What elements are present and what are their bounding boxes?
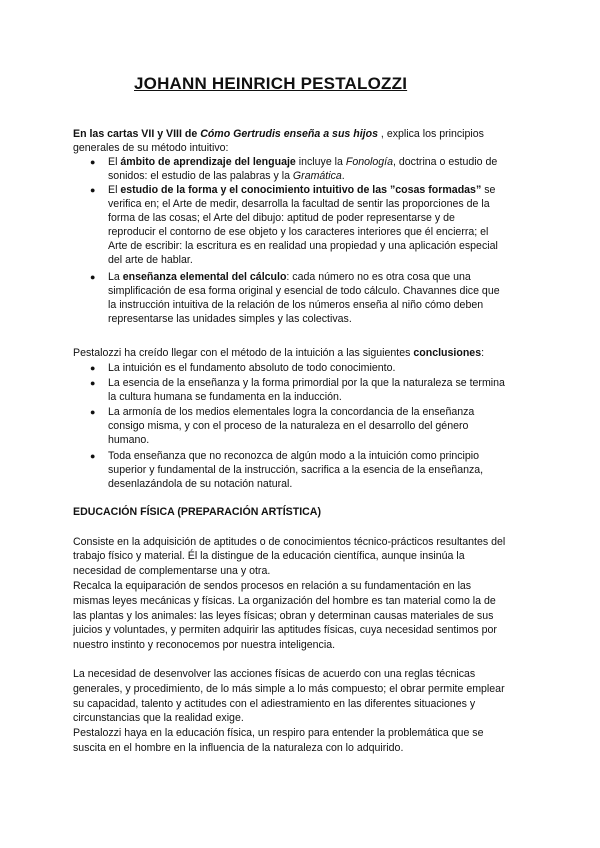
paragraph-line: Pestalozzi haya en la educación física, un respiro para entender la problemática que se [73, 727, 484, 739]
bullet-icon: ● [90, 451, 96, 461]
paragraph-line: trabajo físico y material. Él la distingue de la educación científica, aunque insinúa la [73, 550, 465, 562]
paragraph-line: La necesidad de desenvolver las acciones físicas de acuerdo con una reglas técnicas [73, 668, 476, 680]
paragraph-line: juicios y voluntades, y permiten adquirir las aptitudes físicas, cuya necesidad sentimos por [73, 624, 497, 636]
item-2-line: Arte de escribir: la escritura es en realidad una propiedad y una aplicación especial [108, 240, 498, 252]
item-2-line: verifica en; el Arte de medir, desarrolla la facultad de sentir las proporciones de la [108, 198, 490, 210]
book-title: Cómo Gertrudis enseña a sus hijos [200, 128, 378, 140]
bullet-icon: ● [90, 157, 96, 167]
item-2-line-1: El estudio de la forma y el conocimiento intuitivo de las ”cosas formadas” se [108, 184, 496, 196]
bullet-icon: ● [90, 378, 96, 388]
intro-bold: En las cartas VII y VIII de [73, 128, 201, 140]
paragraph-line: nuestro instinto y reconocemos por nuestra inteligencia. [73, 639, 336, 651]
conclusion-3-line: humano. [108, 434, 150, 446]
paragraph-line: generales, y procedimiento, de lo más simple a lo más compuesto; el obrar permite emplear [73, 683, 505, 695]
item-2-line: del arte de hablar. [108, 254, 193, 266]
conclusions-intro: Pestalozzi ha creído llegar con el método de la intuición a las siguientes conclusiones: [73, 347, 485, 359]
bullet-icon: ● [90, 185, 96, 195]
paragraph-line: Consiste en la adquisición de aptitudes o de conocimientos técnico-prácticos resultantes del [73, 536, 506, 548]
intro-line-1 [73, 127, 484, 141]
bullet-icon: ● [90, 407, 96, 417]
conclusion-2-line: la cultura humana se fundamenta en la inducción. [108, 391, 342, 403]
conclusion-2-line: La esencia de la enseñanza y la forma primordial por la que la naturaleza se termina [108, 377, 505, 389]
item-1-line-2: sonidos: el estudio de las palabras y la Gramática. [108, 170, 345, 182]
item-3-line: la instrucción intuitiva de la relación de los números enseña al niño cómo deben [108, 299, 484, 311]
section-heading: EDUCACIÓN FÍSICA (PREPARACIÓN ARTÍSTICA) [73, 506, 321, 518]
item-2-line: forma de las cosas; el Arte del dibujo: aptitud de poder representarse y de [108, 212, 455, 224]
conclusion-3-line: La armonía de los medios elementales logra la concordancia de la enseñanza [108, 406, 475, 418]
paragraph-line: necesidad de complementarse una y otra. [73, 565, 271, 577]
paragraph-line: suscita en el hombre en la influencia de la naturaleza con lo adquirido. [73, 742, 404, 754]
page-title: JOHANN HEINRICH PESTALOZZI [134, 74, 408, 93]
conclusion-4-line: superior y fundamental de la instrucción, sacrifica a la esencia de la enseñanza, [108, 464, 484, 476]
paragraph-line: mismas leyes mecánicas y físicas. La organización del hombre es tan material como la de [73, 595, 496, 607]
intro-line-2: generales de su método intuitivo: [73, 142, 229, 154]
paragraph-line: las plantas y los animales: las leyes físicas; obran y determinan causas materiales de sus [73, 610, 494, 622]
bullet-icon: ● [90, 272, 96, 282]
paragraph-line: circunstancias que la realidad exige. [73, 712, 244, 724]
paragraph-line: su capacidad, talento y actitudes con el adiestramiento en las diferentes situaciones y [73, 698, 476, 710]
conclusion-4-line: Toda enseñanza que no reconozca de algún modo a la intuición como principio [108, 450, 480, 462]
item-3-line: representarse las unidades simples y las colectivas. [108, 313, 352, 325]
intro-rest: , explica los principios [377, 128, 484, 140]
item-3-line-1: La enseñanza elemental del cálculo: cada número no es otra cosa que una [108, 271, 471, 283]
conclusion-4-line: desenlazándola de su notación natural. [108, 478, 293, 490]
item-1-line-1: El ámbito de aprendizaje del lenguaje incluye la Fonología, doctrina o estudio de [108, 156, 498, 168]
paragraph-line: Recalca la equiparación de sendos procesos en relación a su fundamentación en las [73, 580, 472, 592]
conclusion-1: La intuición es el fundamento absoluto de todo conocimiento. [108, 362, 396, 374]
item-3-line: simplificación de esa forma original y esencial de todo cálculo. Chavannes dice que [108, 285, 500, 297]
bullet-icon: ● [90, 363, 96, 373]
conclusion-3-line: consigo misma, y con el proceso de la naturaleza en el desarrollo del género [108, 420, 469, 432]
item-2-line: reproducir el contorno de ese objeto y los caracteres interiores que él encierra; el [108, 226, 489, 238]
